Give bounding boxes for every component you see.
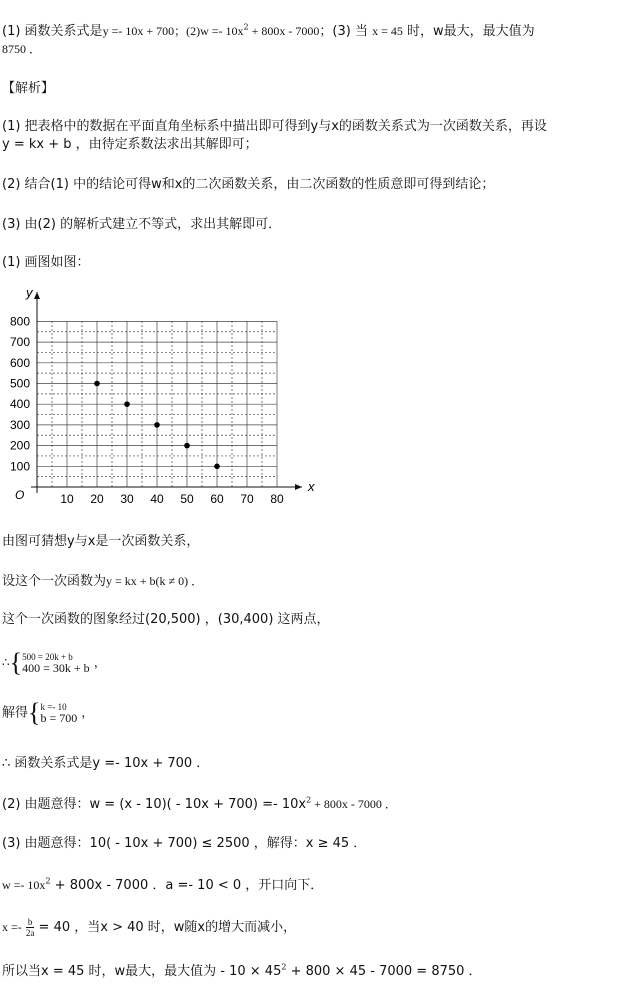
x-axis-label: x xyxy=(308,479,315,494)
sol-s7 xyxy=(2,795,397,814)
data-point xyxy=(154,422,160,428)
sol-system-1 xyxy=(2,650,106,676)
sol-s9 xyxy=(2,876,323,895)
sol-s8: (3) 由题意得：10( - 10x + 700) ≤ 2500 ，解得：x ≥ 45 ． xyxy=(2,836,367,851)
x-tick-label: 80 xyxy=(270,492,284,506)
scatter-chart xyxy=(0,280,330,510)
y-axis-arrow xyxy=(34,292,40,299)
y-axis-label: y xyxy=(26,285,33,300)
x-tick-label: 60 xyxy=(210,492,224,506)
x-axis-arrow xyxy=(295,484,302,490)
sol-s1: 由图可猜想y与x是一次函数关系， xyxy=(2,534,200,549)
y-tick-label: 500 xyxy=(9,376,30,391)
answer-eq-2: + 800x - 7000 xyxy=(248,24,320,38)
sol-s10-a: x =- xyxy=(2,920,22,934)
answer-sup-1: 2 xyxy=(243,22,249,32)
y-tick-label: 800 xyxy=(9,314,30,329)
analysis-p1b: y = kx + b ，由待定系数法求出其解即可； xyxy=(2,137,258,152)
tick-label-layer xyxy=(10,314,284,506)
system-2-stack xyxy=(41,702,78,724)
answer-sep-1: ；(2)w =- 10x xyxy=(174,24,244,38)
y-tick-label: 100 xyxy=(9,459,30,474)
system-2-bot: b = 700 xyxy=(40,711,78,725)
answer-prefix: (1) 函数关系式是 xyxy=(2,24,103,39)
y-tick-label: 400 xyxy=(9,397,30,412)
answer-eq-3: x = 45 xyxy=(372,24,403,38)
sol-s2-text: 设这个一次函数为 xyxy=(2,574,107,589)
fraction-denominator: 2a xyxy=(25,928,35,938)
solve-label: 解得 xyxy=(2,705,29,721)
x-tick-label: 20 xyxy=(90,492,104,506)
sol-s7-a: (2) 由题意得：w = (x - 10)( - 10x + 700) =- 10x xyxy=(2,797,307,812)
answer-eq-1: y =- 10x + 700 xyxy=(102,24,175,38)
analysis-heading: 【解析】 xyxy=(2,81,55,96)
system-1-bot: 400 = 30k + b xyxy=(22,661,90,675)
sol-s6: ∴ 函数关系式是y =- 10x + 700 ． xyxy=(2,756,210,771)
analysis-p4: (1) 画图如图： xyxy=(2,255,90,270)
sol-s10-b: = 40 ，当x > 40 时，w随x的增大而减小， xyxy=(38,920,297,935)
answer-sep-2: ；(3) 当 xyxy=(319,24,368,39)
data-point xyxy=(124,401,130,407)
fraction-numerator: b xyxy=(27,917,33,927)
sol-s2-eq: y = kx + b(k ≠ 0) ． xyxy=(106,574,204,588)
left-brace-2: { xyxy=(28,698,41,727)
x-tick-label: 30 xyxy=(120,492,134,506)
fraction-b-over-2a xyxy=(26,917,35,938)
origin-label: O xyxy=(15,488,25,502)
sol-s9-a: w =- 10x xyxy=(2,878,46,892)
data-point xyxy=(94,381,100,387)
x-tick-label: 70 xyxy=(240,492,254,506)
answer-suffix: 时，w最大，最大值为 xyxy=(407,24,535,39)
sol-s11 xyxy=(2,963,482,981)
x-tick-label: 50 xyxy=(180,492,194,506)
system-1-stack xyxy=(22,652,90,674)
system-2-end: ， xyxy=(81,705,94,720)
system-1-top: 500 = 20k + b xyxy=(22,652,73,662)
x-tick-label: 40 xyxy=(150,492,164,506)
analysis-p1a: (1) 把表格中的数据在平面直角坐标系中描出即可得到y与x的函数关系式为一次函数关系，再设 xyxy=(2,119,547,134)
y-tick-label: 200 xyxy=(9,438,30,453)
data-point xyxy=(214,464,220,470)
sol-s11-sup: 2 xyxy=(281,962,287,972)
y-tick-label: 300 xyxy=(9,417,30,432)
sol-s3: 这个一次函数的图象经过(20,500) ，(30,400) 这两点， xyxy=(2,612,330,627)
sol-s11-a: 所以当x = 45 时，w最大，最大值为 - 10 × 45 xyxy=(2,964,282,979)
system-2-top: k =- 10 xyxy=(40,702,67,712)
analysis-p2: (2) 结合(1) 中的结论可得w和x的二次函数关系，由二次函数的性质意即可得到结论； xyxy=(2,177,495,192)
sol-s11-b: + 800 × 45 - 7000 = 8750 ． xyxy=(286,964,482,979)
therefore-symbol: ∴ xyxy=(2,655,10,670)
sol-system-2 xyxy=(2,700,93,726)
x-tick-label: 10 xyxy=(60,492,74,506)
sol-s10 xyxy=(2,917,296,938)
sol-s9-sup: 2 xyxy=(45,876,51,886)
sol-s2 xyxy=(2,572,203,591)
grid-layer xyxy=(37,321,277,487)
analysis-p3: (3) 由(2) 的解析式建立不等式，求出其解即可． xyxy=(2,217,282,232)
sol-s9-b: + 800x - 7000 ．a =- 10 < 0 ，开口向下． xyxy=(50,878,324,893)
y-tick-label: 600 xyxy=(9,355,30,370)
system-1-end: ， xyxy=(93,655,106,670)
left-brace-1: { xyxy=(9,648,23,677)
y-tick-label: 700 xyxy=(9,335,30,350)
data-point xyxy=(184,443,190,449)
sol-s7-sup: 2 xyxy=(306,795,312,805)
answer-line-2: 8750 ． xyxy=(2,42,42,56)
answer-line-1 xyxy=(2,22,535,41)
sol-s7-b: + 800x - 7000 ． xyxy=(311,797,397,811)
